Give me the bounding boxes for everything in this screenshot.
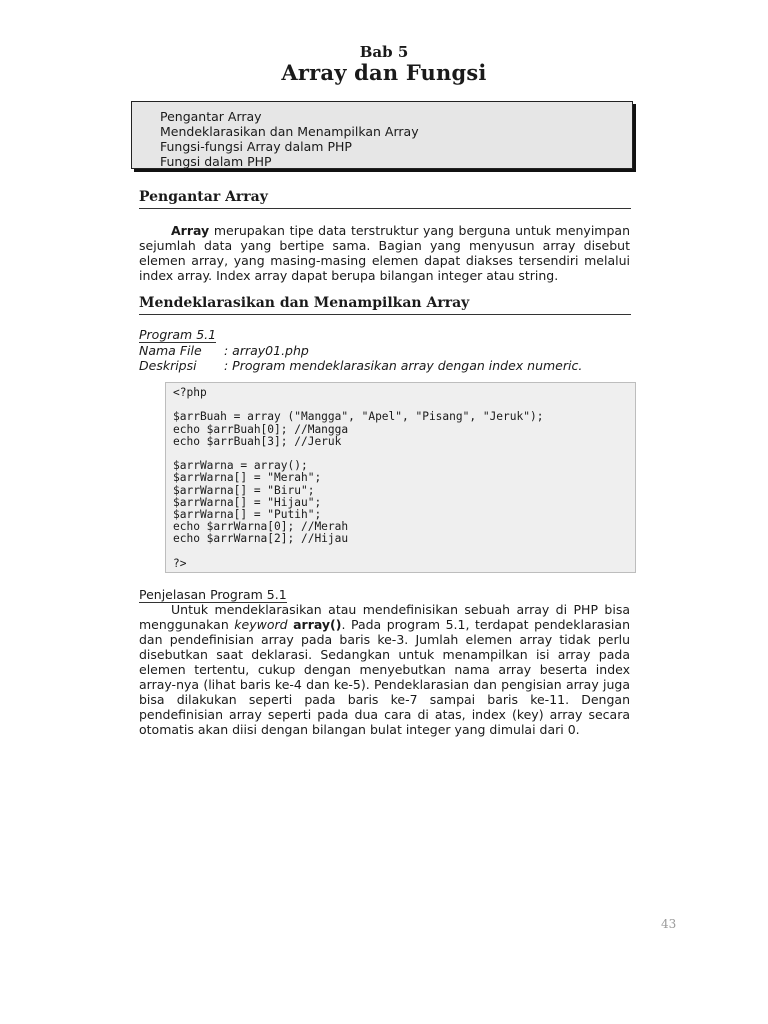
toc-item: Pengantar Array	[160, 109, 262, 124]
description-key: Deskripsi	[139, 358, 197, 373]
program-info	[139, 327, 631, 373]
code-line	[173, 545, 635, 557]
chapter-title: Array dan Fungsi	[281, 60, 487, 85]
explanation-text-2: . Pada program 5.1, terdapat pendeklarasian dan pendefinisian array pada baris ke-3. Jumlah elemen array tidak perlu disebutkan saat deklarasi. Sedangkan untuk menampilkan isi array pada elemen tertentu, cukup dengan menyebutkan nama array beserta index array-nya (lihat baris ke-4 dan ke-5). Pendeklarasian dan pengisian array juga bisa dilakukan seperti pada baris ke-7 sampai baris ke-11. Dengan pendefinisian array seperti pada dua cara di atas, index (key) array secara otomatis akan diisi dengan bilangan bulat integer yang dimulai dari 0.	[139, 617, 630, 737]
explanation-heading: Penjelasan Program 5.1	[139, 587, 287, 602]
intro-paragraph	[139, 223, 630, 283]
explanation-text-1: Untuk mendeklarasikan atau mendefinisikan sebuah array di PHP bisa menggunakan	[139, 602, 630, 632]
array-function-term: array()	[293, 617, 342, 632]
code-line: echo $arrWarna[0]; //Merah	[173, 520, 349, 534]
toc-item: Fungsi-fungsi Array dalam PHP	[160, 139, 352, 154]
code-line: echo $arrWarna[2]; //Hijau	[173, 532, 349, 546]
intro-paragraph-text: merupakan tipe data terstruktur yang berguna untuk menyimpan sejumlah data yang bertipe sama. Bagian yang menyusun array disebut elemen array, yang masing-masing elemen dapat diakses tersendiri melalui index array. Index array dapat berupa bilangan integer atau string.	[139, 223, 630, 283]
code-line: echo $arrBuah[0]; //Mangga	[173, 422, 349, 436]
description-row	[139, 358, 631, 373]
file-name-value: : array01.php	[224, 343, 309, 358]
code-line: $arrWarna[] = "Merah";	[173, 471, 322, 485]
file-name-row	[139, 343, 631, 358]
code-line: echo $arrBuah[3]; //Jeruk	[173, 434, 342, 448]
code-line: $arrWarna[] = "Hijau";	[173, 495, 322, 509]
code-line: $arrWarna[] = "Biru";	[173, 483, 315, 497]
toc-item: Fungsi dalam PHP	[160, 154, 272, 169]
code-line: $arrBuah = array ("Mangga", "Apel", "Pisang", "Jeruk");	[173, 410, 544, 424]
code-line: ?>	[173, 556, 187, 570]
code-line: $arrWarna = array();	[173, 459, 308, 473]
section-heading-pengantar-array: Pengantar Array	[139, 189, 631, 209]
toc-item: Mendeklarasikan dan Menampilkan Array	[160, 124, 419, 139]
page-number: 43	[661, 917, 677, 931]
array-term: Array	[171, 223, 210, 238]
program-label: Program 5.1	[139, 327, 217, 342]
description-value: : Program mendeklarasikan array dengan index numeric.	[224, 358, 583, 373]
file-name-key: Nama File	[139, 343, 202, 358]
code-line: <?php	[173, 386, 207, 399]
section-heading-declare-array: Mendeklarasikan dan Menampilkan Array	[139, 295, 631, 315]
explanation-paragraph	[139, 602, 630, 737]
chapter-contents-box	[131, 101, 633, 169]
code-listing	[165, 382, 636, 573]
code-line: $arrWarna[] = "Putih";	[173, 507, 322, 521]
chapter-label: Bab 5	[359, 43, 409, 61]
keyword-term: keyword	[234, 617, 288, 632]
